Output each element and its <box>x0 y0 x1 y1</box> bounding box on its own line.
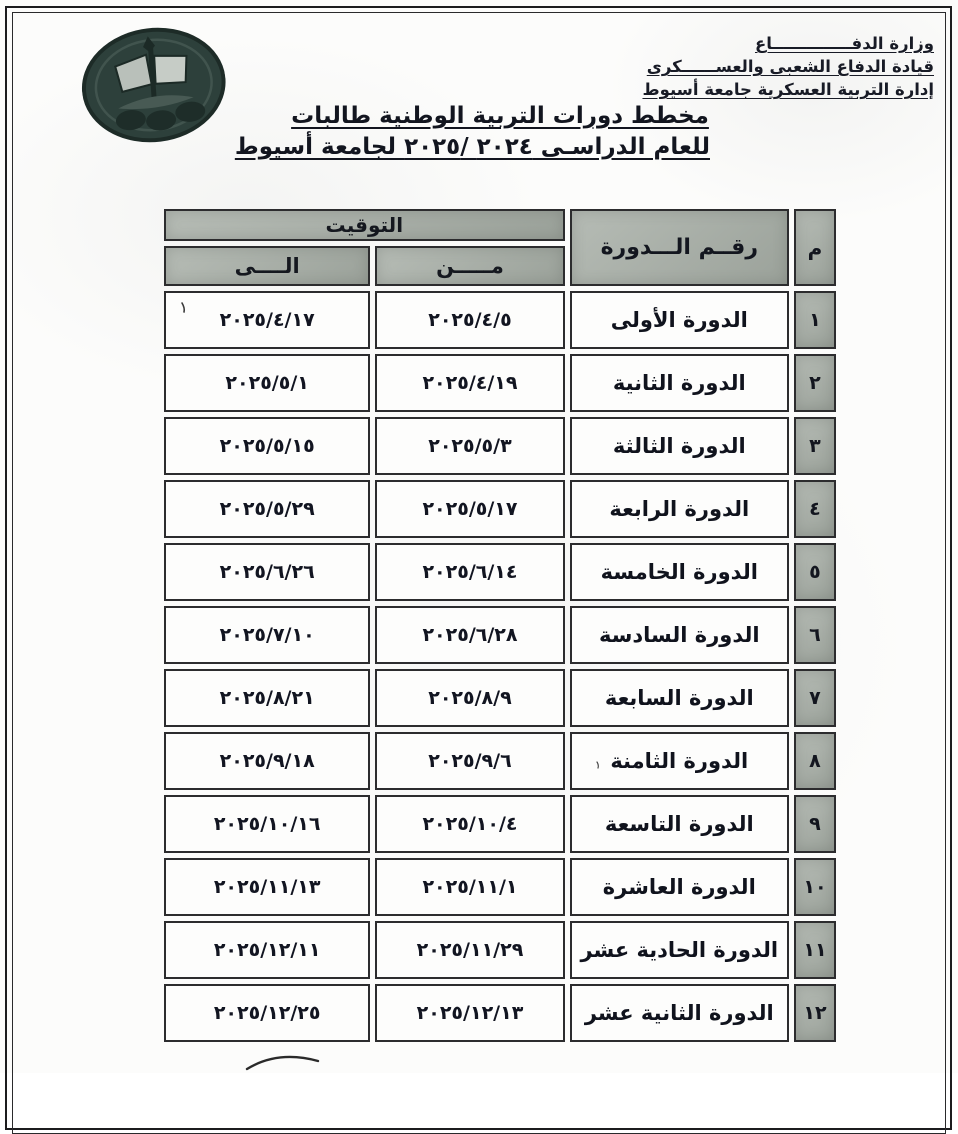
table-row <box>164 921 836 979</box>
row-serial: ٩ <box>794 795 836 853</box>
row-serial: ١١ <box>794 921 836 979</box>
row-serial: ٨ <box>794 732 836 790</box>
row-course-name: الدورة الرابعة <box>570 480 789 538</box>
row-to-date: ٢٠٢٥/٨/٢١ <box>164 669 370 727</box>
row-to-date: ٢٠٢٥/١٢/١١ <box>164 921 370 979</box>
table-row <box>164 984 836 1042</box>
row-from-date: ٢٠٢٥/٩/٦ <box>375 732 564 790</box>
row-course-name: الدورة التاسعة <box>570 795 789 853</box>
table-body <box>164 291 836 1042</box>
row-to-date: ٢٠٢٥/٥/١٥ <box>164 417 370 475</box>
row-to-date: ٢٠٢٥/٥/٢٩ <box>164 480 370 538</box>
row-to-date: ٢٠٢٥/٥/١ <box>164 354 370 412</box>
row-from-date: ٢٠٢٥/٦/٢٨ <box>375 606 564 664</box>
table-row <box>164 354 836 412</box>
row-course-name: الدورة الخامسة <box>570 543 789 601</box>
course-schedule-table <box>159 204 841 1047</box>
row-from-date: ٢٠٢٥/٥/١٧ <box>375 480 564 538</box>
org-line-command: قيادة الدفاع الشعبى والعســــــكرى <box>646 57 934 76</box>
row-course-name: الدورة الثامنة <box>570 732 789 790</box>
row-course-name: الدورة الثالثة <box>570 417 789 475</box>
row-serial: ١٠ <box>794 858 836 916</box>
row-to-date: ٢٠٢٥/١٢/٢٥ <box>164 984 370 1042</box>
row-course-name: الدورة الثانية عشر <box>570 984 789 1042</box>
document-title <box>234 101 710 163</box>
row-course-name: الدورة الثانية <box>570 354 789 412</box>
table-row <box>164 795 836 853</box>
header-course-number: رقــم الـــدورة <box>570 209 789 286</box>
row-serial: ٥ <box>794 543 836 601</box>
table-row <box>164 732 836 790</box>
table-header <box>164 209 836 286</box>
table-row <box>164 543 836 601</box>
military-seal-icon <box>75 18 233 157</box>
row-from-date: ٢٠٢٥/٨/٩ <box>375 669 564 727</box>
table-row <box>164 606 836 664</box>
table-row <box>164 417 836 475</box>
table-row <box>164 858 836 916</box>
row-from-date: ٢٠٢٥/٤/١٩ <box>375 354 564 412</box>
row-from-date: ٢٠٢٥/١١/١ <box>375 858 564 916</box>
row-serial: ٤ <box>794 480 836 538</box>
row-serial: ٢ <box>794 354 836 412</box>
row-course-name: الدورة السابعة <box>570 669 789 727</box>
header-from: مـــــن <box>375 246 564 286</box>
row-from-date: ٢٠٢٥/١١/٢٩ <box>375 921 564 979</box>
row-course-name: الدورة الحادية عشر <box>570 921 789 979</box>
row-course-name: الدورة السادسة <box>570 606 789 664</box>
row-from-date: ٢٠٢٥/٦/١٤ <box>375 543 564 601</box>
row-course-name: الدورة العاشرة <box>570 858 789 916</box>
row-to-date: ٢٠٢٥/٦/٢٦ <box>164 543 370 601</box>
row-serial: ١ <box>794 291 836 349</box>
row-serial: ٣ <box>794 417 836 475</box>
row-from-date: ٢٠٢٥/١٠/٤ <box>375 795 564 853</box>
row-to-date: ٢٠٢٥/٩/١٨ <box>164 732 370 790</box>
title-line-1: مخطط دورات التربية الوطنية طالبات <box>291 103 709 129</box>
header-serial: م <box>794 209 836 286</box>
table-row <box>164 669 836 727</box>
row-from-date: ٢٠٢٥/١٢/١٣ <box>375 984 564 1042</box>
header-timing: التوقيت <box>164 209 565 241</box>
title-line-2: للعام الدراسـى ٢٠٢٤ /٢٠٢٥ لجامعة أسيوط <box>234 134 710 160</box>
org-header <box>642 32 934 101</box>
row-to-date: ٢٠٢٥/١١/١٣ <box>164 858 370 916</box>
row-to-date: ٢٠٢٥/٤/١٧ <box>164 291 370 349</box>
row-serial: ١٢ <box>794 984 836 1042</box>
row-course-name: الدورة الأولى <box>570 291 789 349</box>
org-line-directorate: إدارة التربية العسكرية جامعة أسيوط <box>642 80 934 99</box>
header-to: الــــى <box>164 246 370 286</box>
row-serial: ٧ <box>794 669 836 727</box>
row-from-date: ٢٠٢٥/٤/٥ <box>375 291 564 349</box>
org-line-ministry: وزارة الدفــــــــــــــاع <box>754 34 934 53</box>
table-row <box>164 480 836 538</box>
row-from-date: ٢٠٢٥/٥/٣ <box>375 417 564 475</box>
table-row <box>164 291 836 349</box>
row-to-date: ٢٠٢٥/١٠/١٦ <box>164 795 370 853</box>
row-serial: ٦ <box>794 606 836 664</box>
row-to-date: ٢٠٢٥/٧/١٠ <box>164 606 370 664</box>
